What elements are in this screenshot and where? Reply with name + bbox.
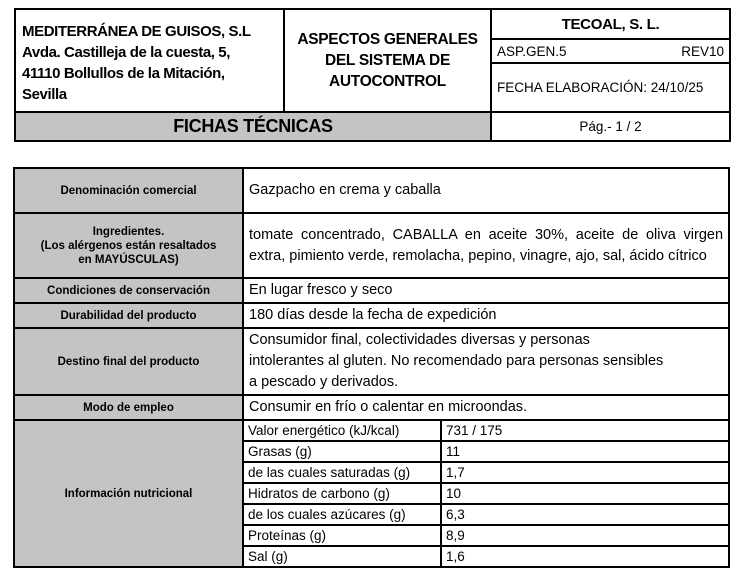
conservacion-label: Condiciones de conservación (14, 278, 243, 303)
destino-value (243, 328, 729, 395)
company-address-line-3: Sevilla (22, 85, 67, 103)
ingredientes-label-line-2: (Los alérgenos están resaltados (40, 239, 217, 252)
ingredientes-value: tomate concentrado, CABALLA en aceite 30%, aceite de oliva virgen extra, pimiento verde, remolacha, pepino, vinagre, ajo, sal, ácido cítrico (243, 213, 729, 278)
denominacion-label: Denominación comercial (14, 168, 243, 213)
destino-value-line-3: a pescado y derivados. (249, 374, 399, 390)
denominacion-value: Gazpacho en crema y caballa (243, 168, 729, 213)
nutrient-name: de los cuales azúcares (g) (243, 504, 441, 525)
doc-code-cell (491, 39, 730, 63)
ingredientes-label (14, 213, 243, 278)
destino-value-line-1: Consumidor final, colectividades diversas y personas (249, 332, 590, 348)
table-row (14, 213, 729, 278)
destino-value-line-2: intolerantes al gluten. No recomendado para personas sensibles (249, 353, 664, 369)
doc-code: ASP.GEN.5 (497, 43, 567, 59)
nutrient-name: de las cuales saturadas (g) (243, 462, 441, 483)
nutrient-name: Proteínas (g) (243, 525, 441, 546)
nutrition-row (14, 420, 729, 441)
doc-revision: REV10 (681, 43, 724, 59)
modo-value: Consumir en frío o calentar en microondas. (243, 395, 729, 420)
nutrient-name: Valor energético (kJ/kcal) (243, 420, 441, 441)
nutrient-value: 731 / 175 (441, 420, 729, 441)
spec-table (13, 167, 730, 568)
durabilidad-value: 180 días desde la fecha de expedición (243, 303, 729, 328)
nutrient-value: 6,3 (441, 504, 729, 525)
company-address-line-2: 41110 Bollullos de la Mitación, (22, 64, 225, 82)
nutrient-name: Sal (g) (243, 546, 441, 567)
table-row (14, 168, 729, 213)
nutrient-value: 1,7 (441, 462, 729, 483)
table-row (14, 395, 729, 420)
section-title: FICHAS TÉCNICAS (15, 112, 491, 141)
durabilidad-label: Durabilidad del producto (14, 303, 243, 328)
nutrient-name: Grasas (g) (243, 441, 441, 462)
table-row (14, 278, 729, 303)
document-title-line-3: AUTOCONTROL (329, 73, 446, 90)
ingredientes-label-line-3: en MAYÚSCULAS) (78, 253, 179, 266)
nutricion-label: Información nutricional (14, 420, 243, 567)
destino-label: Destino final del producto (14, 328, 243, 395)
document-title-line-1: ASPECTOS GENERALES (297, 31, 478, 48)
page-number: Pág.- 1 / 2 (491, 112, 730, 141)
nutrient-value: 11 (441, 441, 729, 462)
header-table (14, 8, 731, 142)
nutrient-value: 8,9 (441, 525, 729, 546)
table-row (14, 328, 729, 395)
company-name: MEDITERRÁNEA DE GUISOS, S.L (22, 22, 251, 40)
ingredientes-label-line-1: Ingredientes. (92, 225, 165, 238)
elaboration-date: FECHA ELABORACIÓN: 24/10/25 (491, 63, 730, 112)
table-row (14, 303, 729, 328)
nutrient-name: Hidratos de carbono (g) (243, 483, 441, 504)
conservacion-value: En lugar fresco y seco (243, 278, 729, 303)
company-address-line-1: Avda. Castilleja de la cuesta, 5, (22, 43, 231, 61)
document-title (284, 9, 491, 112)
org-name: TECOAL, S. L. (491, 9, 730, 39)
modo-label: Modo de empleo (14, 395, 243, 420)
document-title-line-2: DEL SISTEMA DE (325, 52, 450, 69)
nutrient-value: 10 (441, 483, 729, 504)
nutrient-value: 1,6 (441, 546, 729, 567)
company-block (15, 9, 284, 112)
